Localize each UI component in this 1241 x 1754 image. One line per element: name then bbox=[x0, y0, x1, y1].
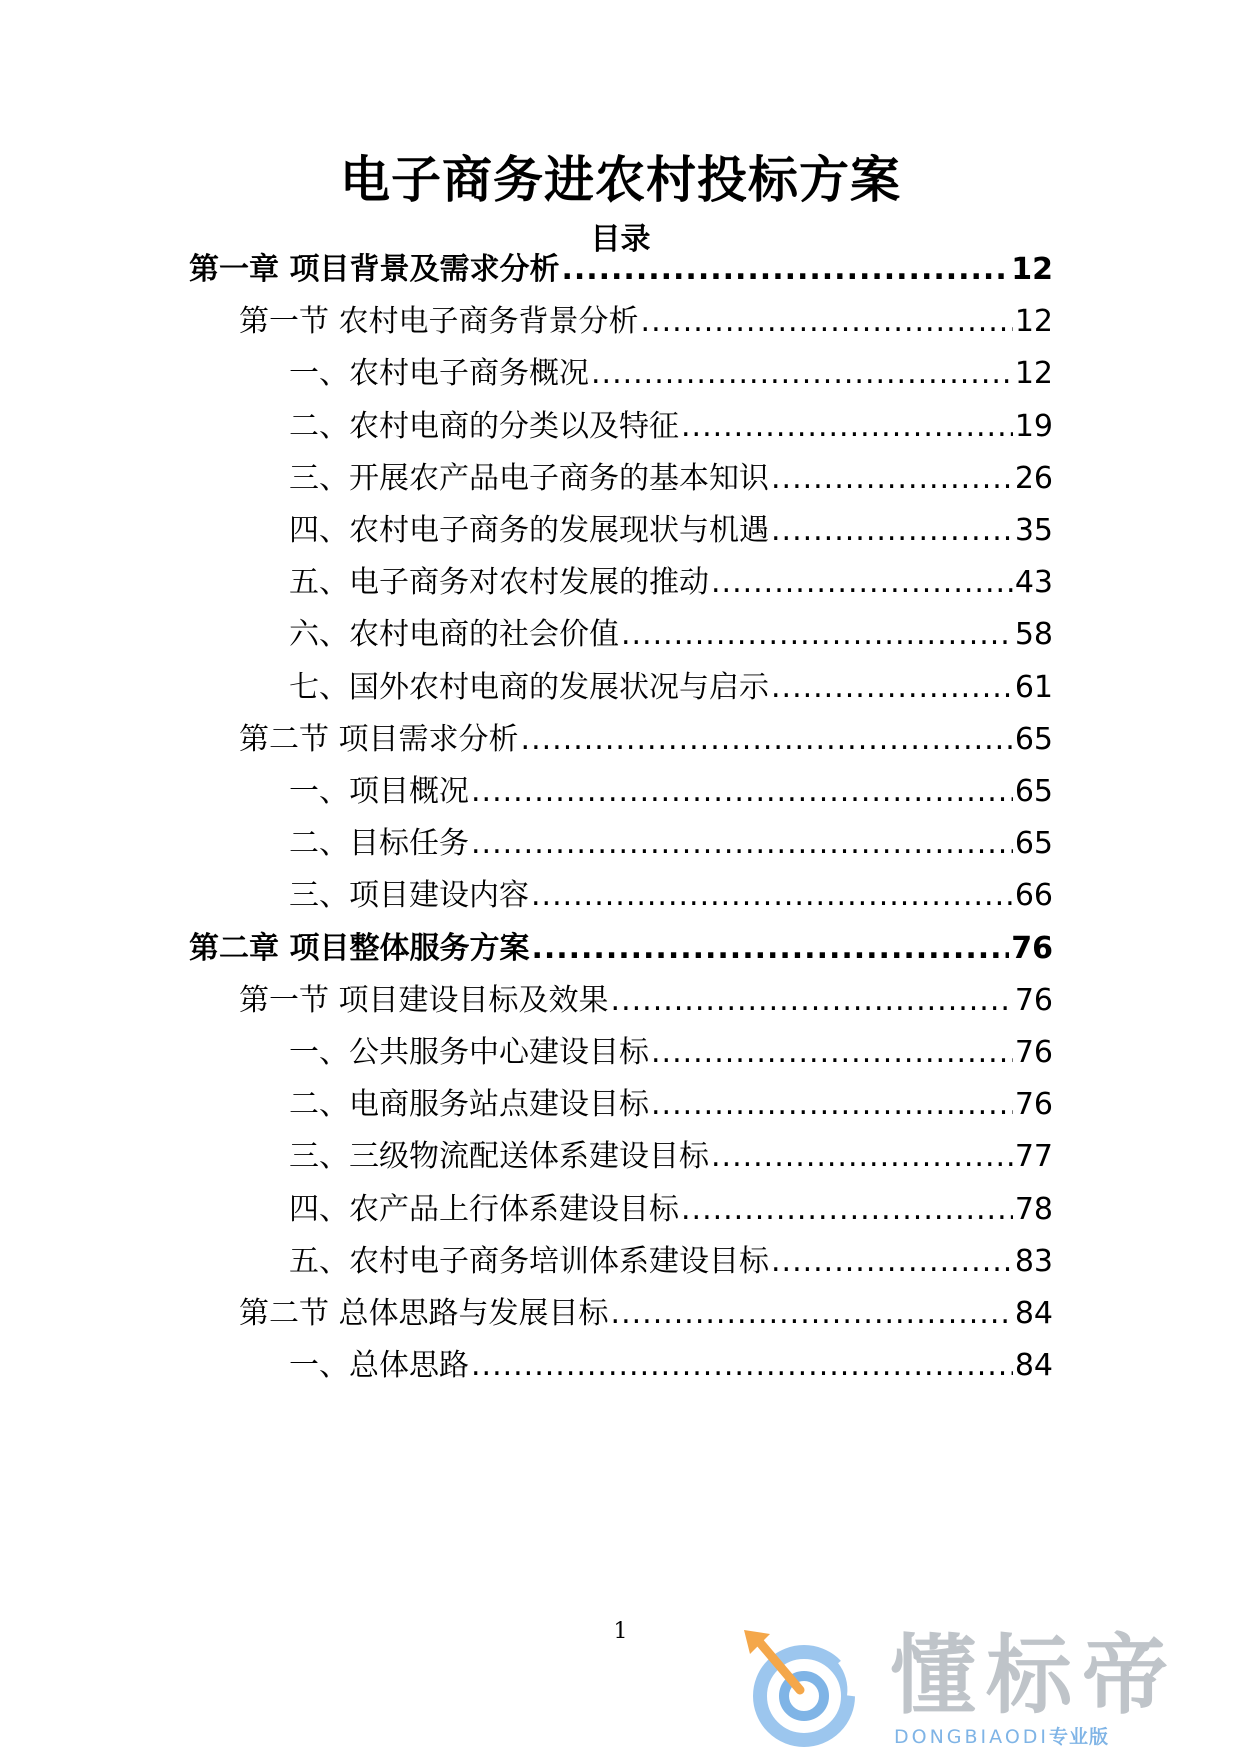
toc-entry[interactable] bbox=[289, 1242, 1053, 1282]
toc-entry-title: 五、电子商务对农村发展的推动 bbox=[289, 565, 709, 601]
toc-entry-page-number: 84 bbox=[1014, 1348, 1053, 1384]
toc-entry-title: 三、三级物流配送体系建设目标 bbox=[289, 1139, 709, 1175]
toc-entry-title: 三、项目建设内容 bbox=[289, 878, 529, 914]
toc-entry-page-number: 43 bbox=[1014, 565, 1053, 601]
toc-entry-title: 第二章 项目整体服务方案 bbox=[189, 930, 530, 966]
toc-dot-leader bbox=[471, 1346, 1013, 1386]
toc-entry[interactable] bbox=[289, 824, 1053, 864]
toc-dot-leader bbox=[651, 1085, 1013, 1125]
toc-dot-leader bbox=[651, 1033, 1013, 1073]
toc-dot-leader bbox=[561, 250, 1009, 290]
toc-entry[interactable] bbox=[289, 615, 1053, 655]
toc-entry[interactable] bbox=[239, 1294, 1053, 1334]
toc-entry-title: 第一节 农村电子商务背景分析 bbox=[239, 304, 639, 340]
toc-entry-page-number: 76 bbox=[1014, 982, 1053, 1018]
toc-entry[interactable] bbox=[189, 929, 1053, 969]
toc-entry-title: 一、农村电子商务概况 bbox=[289, 356, 589, 392]
toc-entry[interactable] bbox=[289, 511, 1053, 551]
toc-dot-leader bbox=[591, 354, 1013, 394]
watermark bbox=[742, 1626, 1222, 1750]
toc-entry[interactable] bbox=[289, 668, 1053, 708]
toc-entry-page-number: 65 bbox=[1014, 826, 1053, 862]
toc-entry-page-number: 35 bbox=[1014, 513, 1053, 548]
toc-dot-leader bbox=[621, 615, 1013, 655]
toc-entry[interactable] bbox=[289, 459, 1053, 499]
toc-entry-page-number: 61 bbox=[1014, 669, 1053, 705]
toc-dot-leader bbox=[681, 407, 1013, 447]
toc-entry-title: 二、农村电商的分类以及特征 bbox=[289, 408, 679, 444]
toc-entry-title: 第一章 项目背景及需求分析 bbox=[189, 252, 560, 287]
toc-entry-page-number: 83 bbox=[1014, 1243, 1053, 1279]
toc-entry-page-number: 58 bbox=[1014, 617, 1053, 653]
toc-entry[interactable] bbox=[289, 563, 1053, 603]
toc-entry-title: 五、农村电子商务培训体系建设目标 bbox=[289, 1243, 769, 1279]
toc-dot-leader bbox=[711, 1137, 1013, 1177]
toc-entry-page-number: 12 bbox=[1014, 304, 1053, 340]
toc-entry-title: 一、项目概况 bbox=[289, 774, 469, 809]
toc-entry-title: 第二节 项目需求分析 bbox=[239, 721, 519, 757]
toc-dot-leader bbox=[521, 720, 1013, 760]
toc-entry[interactable] bbox=[239, 302, 1053, 342]
toc-entry[interactable] bbox=[189, 250, 1053, 290]
toc-entry-title: 三、开展农产品电子商务的基本知识 bbox=[289, 460, 769, 496]
toc-entry-title: 七、国外农村电商的发展状况与启示 bbox=[289, 669, 769, 705]
toc-dot-leader bbox=[531, 929, 1009, 969]
toc-entry-title: 六、农村电商的社会价值 bbox=[289, 617, 619, 653]
toc-entry-title: 四、农村电子商务的发展现状与机遇 bbox=[289, 513, 769, 548]
toc-entry-page-number: 26 bbox=[1014, 460, 1053, 496]
toc-dot-leader bbox=[771, 668, 1013, 708]
toc-entry-title: 二、目标任务 bbox=[289, 826, 469, 862]
toc-entry-page-number: 12 bbox=[1011, 252, 1053, 287]
toc-entry-page-number: 12 bbox=[1014, 356, 1053, 392]
toc-entry[interactable] bbox=[289, 772, 1053, 812]
toc-entry-title: 第一节 项目建设目标及效果 bbox=[239, 982, 609, 1018]
toc-entry-page-number: 77 bbox=[1014, 1139, 1053, 1175]
toc-entry-page-number: 65 bbox=[1014, 721, 1053, 757]
toc-dot-leader bbox=[471, 772, 1013, 812]
watermark-edition: 专业版 bbox=[1049, 1726, 1110, 1748]
toc-entry[interactable] bbox=[289, 1190, 1053, 1230]
toc-entry-title: 一、总体思路 bbox=[289, 1348, 469, 1384]
toc-entry-title: 四、农产品上行体系建设目标 bbox=[289, 1191, 679, 1227]
toc-entry-page-number: 78 bbox=[1014, 1191, 1053, 1227]
toc-entry-page-number: 66 bbox=[1014, 878, 1053, 914]
toc-entry-page-number: 19 bbox=[1014, 408, 1053, 444]
toc-dot-leader bbox=[681, 1190, 1013, 1230]
toc-entry-title: 一、公共服务中心建设目标 bbox=[289, 1035, 649, 1070]
toc-entry[interactable] bbox=[289, 1137, 1053, 1177]
toc-entry[interactable] bbox=[289, 876, 1053, 916]
toc-entry-page-number: 76 bbox=[1014, 1087, 1053, 1123]
watermark-subtitle bbox=[894, 1726, 1109, 1748]
toc-dot-leader bbox=[771, 511, 1013, 551]
toc-dot-leader bbox=[771, 1242, 1013, 1282]
toc-entry[interactable] bbox=[239, 981, 1053, 1021]
toc-entry[interactable] bbox=[289, 407, 1053, 447]
toc-entry[interactable] bbox=[239, 720, 1053, 760]
watermark-pinyin: DONGBIAODI bbox=[894, 1726, 1050, 1748]
toc-entry[interactable] bbox=[289, 1033, 1053, 1073]
toc-entry-page-number: 65 bbox=[1014, 774, 1053, 809]
toc-entry-page-number: 76 bbox=[1011, 930, 1053, 966]
toc-entry[interactable] bbox=[289, 1346, 1053, 1386]
page-number: 1 bbox=[613, 1619, 628, 1644]
toc-entry-page-number: 76 bbox=[1014, 1035, 1053, 1070]
toc-entry-page-number: 84 bbox=[1014, 1296, 1053, 1331]
toc-entry[interactable] bbox=[289, 354, 1053, 394]
toc-heading: 目录 bbox=[590, 222, 651, 257]
document-title: 电子商务进农村投标方案 bbox=[340, 151, 901, 209]
toc-dot-leader bbox=[641, 302, 1013, 342]
watermark-brand-name: 懂标帝 bbox=[890, 1626, 1178, 1726]
toc-dot-leader bbox=[611, 1294, 1013, 1334]
toc-entry-title: 二、电商服务站点建设目标 bbox=[289, 1087, 649, 1123]
toc-dot-leader bbox=[611, 981, 1013, 1021]
toc-dot-leader bbox=[771, 459, 1013, 499]
target-arrow-icon bbox=[742, 1630, 872, 1748]
toc-dot-leader bbox=[531, 876, 1013, 916]
toc-entry[interactable] bbox=[289, 1085, 1053, 1125]
toc-dot-leader bbox=[471, 824, 1013, 864]
toc-entry-title: 第二节 总体思路与发展目标 bbox=[239, 1296, 609, 1331]
toc-dot-leader bbox=[711, 563, 1013, 603]
